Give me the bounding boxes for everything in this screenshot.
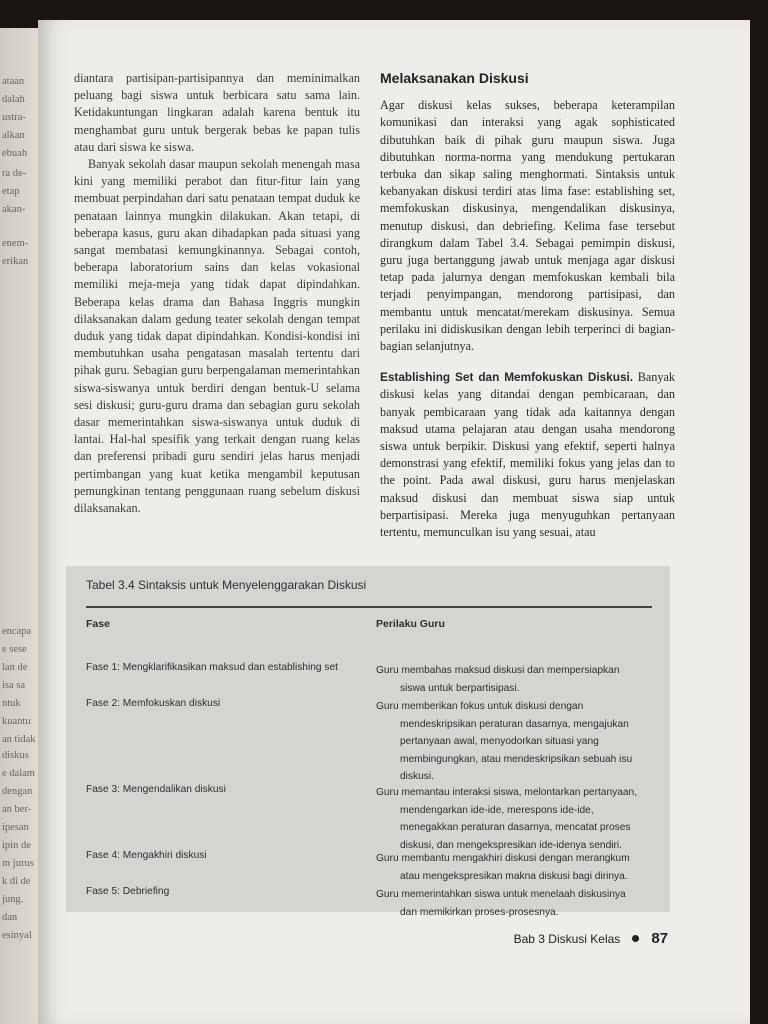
left-page-fragment: e sese: [2, 644, 27, 655]
right-paragraph-1: Agar diskusi kelas sukses, beberapa keterampilan komunikasi dan interaksi yang agak sophisticated dibutuhkan baik di pihak guru maupun siswa. Juga dibutuhkan norma-norma yang mendukung pertukaran terbuka dan sikap saling menghormati. Sintaksis untuk kebanyakan diskusi terdiri atas lima fase: establishing set, memfokuskan diskusinya, mengendalikan diskusinya, menutup diskusi, dan debriefing. Kelima fase tersebut dirangkum dalam Tabel 3.4. Sebagai pemimpin diskusi, guru juga bertanggung jawab untuk menjaga agar diskusi tetap pada jalurnya dengan memfokuskan kembali bila terjadi penyimpangan, mendorong partisipasi, dan membantu untuk mencatat/merekam diskusinya. Semua perilaku ini didiskusikan dengan lebih terperinci di bagian-bagian selanjutnya.: [380, 98, 675, 354]
table-phase-cell: Fase 5: Debriefing: [86, 886, 170, 897]
left-page-fragment: an ber-: [2, 804, 32, 815]
table-header-behavior: Perilaku Guru: [376, 618, 445, 630]
left-page-fragment: m jurus: [2, 858, 34, 869]
table-behavior-cell: [376, 850, 652, 885]
left-page-fragment: ra de-: [2, 168, 27, 179]
left-text-column: [74, 70, 360, 517]
left-page-fragment: k di de: [2, 876, 31, 887]
section-heading: Melaksanakan Diskusi: [380, 70, 529, 86]
right-paragraph-2: [380, 369, 675, 541]
left-page-fragment: ataan: [2, 76, 25, 87]
left-page-fragment: ipin de: [2, 840, 31, 851]
syntax-table: [66, 566, 670, 918]
left-paragraph-1: diantara partisipan-partisipannya dan meminimalkan peluang bagi siswa untuk berbicara satu sama lain. Ketidakuntungan lingkaran adalah karena bentuk itu menghambat guru untuk bergerak bebas ke papan tulis atau dari siswa ke siswa.: [74, 71, 360, 154]
table-behavior-line: Guru memerintahkan siswa untuk menelaah diskusinya: [376, 889, 626, 900]
left-page-fragment: erikan: [2, 256, 29, 267]
table-behavior-line: mendeskripsikan peraturan dasarnya, mengajukan: [400, 718, 629, 730]
chapter-label: Bab 3 Diskusi Kelas: [513, 931, 621, 946]
table-behavior-cell: [376, 886, 652, 921]
table-behavior-line: diskusi, dan mengekspresikan ide-idenya sendiri.: [400, 839, 622, 851]
table-behavior-line: Guru membantu mengakhiri diskusi dengan merangkum: [376, 853, 630, 864]
left-page-fragment: enem-: [2, 238, 29, 249]
left-page-fragment: ntuk: [2, 698, 21, 709]
left-page-fragment: ustra-: [2, 112, 26, 123]
left-page-fragment: akan-: [2, 204, 26, 215]
table-phase-cell: Fase 4: Mengakhiri diskusi: [86, 850, 207, 861]
left-page-fragment: alkan: [2, 130, 25, 141]
table-behavior-line: Guru memberikan fokus untuk diskusi dengan: [376, 701, 584, 712]
left-page-fragment: isa sa: [2, 680, 26, 691]
table-behavior-line: membingungkan, atau mendeskripsikan sebuah isu: [400, 753, 633, 765]
table-title: Tabel 3.4 Sintaksis untuk Menyelenggarakan Diskusi: [86, 578, 367, 592]
left-page-fragment: kuantu: [2, 716, 31, 727]
table-behavior-cell: [376, 784, 652, 854]
page-number: 87: [651, 930, 668, 947]
book-page: [38, 20, 750, 1024]
table-behavior-cell: [376, 662, 652, 697]
table-rule: [86, 606, 652, 608]
table-phase-cell: Fase 3: Mengendalikan diskusi: [86, 784, 226, 795]
table-behavior-cell: [376, 698, 652, 786]
table-behavior-line: Guru memantau interaksi siswa, melontarkan pertanyaan,: [376, 787, 638, 798]
bullet-dot-icon: [632, 935, 639, 942]
left-page-fragment: encapa: [2, 626, 32, 637]
left-page-fragment: jung.: [2, 894, 24, 905]
table-phase-cell: Fase 2: Memfokuskan diskusi: [86, 698, 221, 709]
right-paragraph-2-body: Banyak diskusi kelas yang ditandai dengan pembicaraan, dan banyak pembicaraan yang tidak ada kaitannya dengan maksud utama pelajaran atau dengan usaha mendorong siswa untuk berpikir. Diskusi yang efektif, seperti halnya demonstrasi yang efektif, memiliki fokus yang jelas dan to the point. Pada awal diskusi, guru harus menjelaskan maksud diskusi dan membuat siswa siap untuk berpartisipasi. Mereka juga menyuguhkan pertanyaan tertentu, memunculkan isu yang sesuai, atau: [380, 370, 675, 540]
table-behavior-line: diskusi.: [400, 771, 434, 782]
left-page-fragment: lan de: [2, 662, 28, 673]
left-page-fragment: dan: [2, 912, 18, 923]
table-behavior-line: pertanyaan awal, menyodorkan situasi yang: [400, 736, 599, 747]
right-text-column: [380, 70, 675, 541]
table-behavior-line: atau mengekspresikan makna diskusi bagi dirinya.: [400, 870, 628, 882]
table-behavior-line: Guru membahas maksud diskusi dan mempersiapkan: [376, 665, 620, 676]
table-behavior-line: dan memikirkan proses-prosesnya.: [400, 906, 559, 918]
page-footer: [514, 930, 668, 947]
left-page-fragment: esinyal: [2, 930, 32, 941]
table-behavior-line: siswa untuk berpartisipasi.: [400, 682, 520, 694]
left-page-fragment: ebuah: [2, 148, 28, 159]
left-page-fragment: an tidak: [2, 734, 36, 745]
left-page-fragment: dalah: [2, 94, 25, 105]
table-phase-cell: Fase 1: Mengklarifikasikan maksud dan establishing set: [86, 662, 338, 673]
left-page-fragment: ipesan: [2, 822, 29, 833]
left-page-fragment: dengan: [2, 786, 33, 797]
left-page-fragment: diskus: [2, 750, 29, 761]
subsection-heading: Establishing Set dan Memfokuskan Diskusi.: [380, 370, 634, 385]
table-behavior-line: menegakkan peraturan dasarnya, mencatat proses: [400, 822, 631, 833]
table-behavior-line: mendengarkan ide-ide, merespons ide-ide,: [400, 804, 594, 816]
table-header-phase: Fase: [86, 618, 110, 630]
left-page-fragment: e dalam: [2, 768, 35, 779]
left-paragraph-2: Banyak sekolah dasar maupun sekolah menengah masa kini yang memiliki perabot dan fitur-fitur lain yang membuat perpindahan dari satu penataan tempat duduk ke penataan lainnya mungkin dilakukan. Akan tetapi, di beberapa kasus, guru akan dihadapkan pada situasi yang sangat membatasi kemungkinannya. Sebagai contoh, beberapa laboratorium sains dan kelas vokasional memiliki meja-meja yang tidak dapat dipindahkan. Beberapa kelas drama dan Bahasa Inggris mungkin dilaksanakan dalam gedung teater sekolah dengan tempat duduk yang tidak dapat dipindahkan. Kondisi-kondisi ini membutuhkan usaha pengatasan masalah tertentu dari pihak guru. Sebagian guru berpengalaman memerintahkan siswa-siswanya untuk berdiri dengan bentuk-U selama sesi diskusi; guru-guru drama dan sebagian guru sekolah dasar memerintahkan siswa-siswanya untuk duduk di lantai. Hal-hal spesifik yang terkait dengan ruang kelas dan preferensi pribadi guru sendiri jelas harus menjadi pertimbangan yang kuat ketika mengambil keputusan pemungkinan tentang penggunaan ruang sebelum diskusi dilaksanakan.: [74, 157, 360, 516]
left-page-fragment: etap: [2, 186, 20, 197]
